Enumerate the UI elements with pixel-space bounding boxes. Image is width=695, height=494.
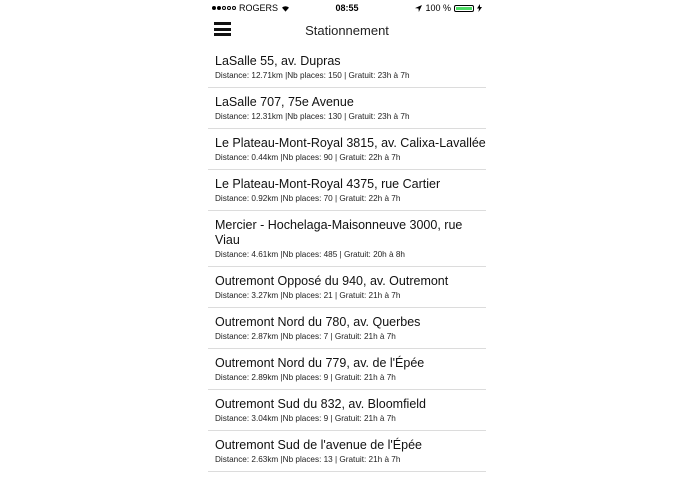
parking-title: Outremont Nord du 779, av. de l'Épée bbox=[215, 356, 425, 370]
list-item[interactable] bbox=[208, 390, 486, 431]
bolt-icon bbox=[477, 4, 482, 12]
status-bar bbox=[208, 0, 486, 16]
location-arrow-icon bbox=[415, 5, 422, 12]
list-item[interactable] bbox=[208, 349, 486, 390]
parking-title: LaSalle 55, av. Dupras bbox=[215, 54, 341, 68]
parking-details: Distance: 2.87km |Nb places: 7 | Gratuit: 21h à 7h bbox=[215, 332, 396, 341]
list-item[interactable] bbox=[208, 431, 486, 472]
parking-title: Outremont Opposé du 940, av. Outremont bbox=[215, 274, 449, 288]
parking-title: Outremont Sud de l'avenue de l'Épée bbox=[215, 438, 422, 452]
parking-title: Le Plateau-Mont-Royal 4375, rue Cartier bbox=[215, 177, 441, 191]
parking-details: Distance: 4.61km |Nb places: 485 | Gratuit: 20h à 8h bbox=[215, 250, 405, 259]
parking-details: Distance: 2.63km |Nb places: 13 | Gratuit: 21h à 7h bbox=[215, 455, 401, 464]
parking-details: Distance: 3.27km |Nb places: 21 | Gratuit: 21h à 7h bbox=[215, 291, 401, 300]
parking-details: Distance: 0.92km |Nb places: 70 | Gratuit: 22h à 7h bbox=[215, 194, 401, 203]
list-item[interactable] bbox=[208, 211, 486, 267]
status-time: 08:55 bbox=[335, 3, 359, 13]
parking-details: Distance: 12.31km |Nb places: 130 | Gratuit: 23h à 7h bbox=[215, 112, 410, 121]
list-item[interactable] bbox=[208, 308, 486, 349]
parking-title: Le Plateau-Mont-Royal 3815, av. Calixa-Lavallée bbox=[215, 136, 486, 150]
parking-title: Mercier - Hochelaga-Maisonneuve 3000, rue Viau bbox=[215, 218, 463, 247]
carrier-name: ROGERS bbox=[239, 3, 279, 13]
list-item[interactable] bbox=[208, 88, 486, 129]
phone-screen bbox=[208, 0, 486, 494]
list-item[interactable] bbox=[208, 170, 486, 211]
parking-details: Distance: 12.71km |Nb places: 150 | Gratuit: 23h à 7h bbox=[215, 71, 410, 80]
status-right bbox=[415, 3, 482, 13]
battery-percent: 100 % bbox=[425, 3, 451, 13]
parking-title: Outremont Sud du 832, av. Bloomfield bbox=[215, 397, 426, 411]
parking-list[interactable] bbox=[208, 47, 486, 472]
parking-details: Distance: 3.04km |Nb places: 9 | Gratuit: 21h à 7h bbox=[215, 414, 396, 423]
list-item[interactable] bbox=[208, 47, 486, 88]
page-title: Stationnement bbox=[305, 23, 389, 38]
list-item[interactable] bbox=[208, 267, 486, 308]
parking-details: Distance: 0.44km |Nb places: 90 | Gratuit: 22h à 7h bbox=[215, 153, 401, 162]
navigation-bar bbox=[208, 16, 486, 46]
list-item[interactable] bbox=[208, 129, 486, 170]
battery-icon bbox=[454, 5, 474, 12]
parking-title: Outremont Nord du 780, av. Querbes bbox=[215, 315, 421, 329]
parking-details: Distance: 2.89km |Nb places: 9 | Gratuit: 21h à 7h bbox=[215, 373, 396, 382]
parking-title: LaSalle 707, 75e Avenue bbox=[215, 95, 354, 109]
